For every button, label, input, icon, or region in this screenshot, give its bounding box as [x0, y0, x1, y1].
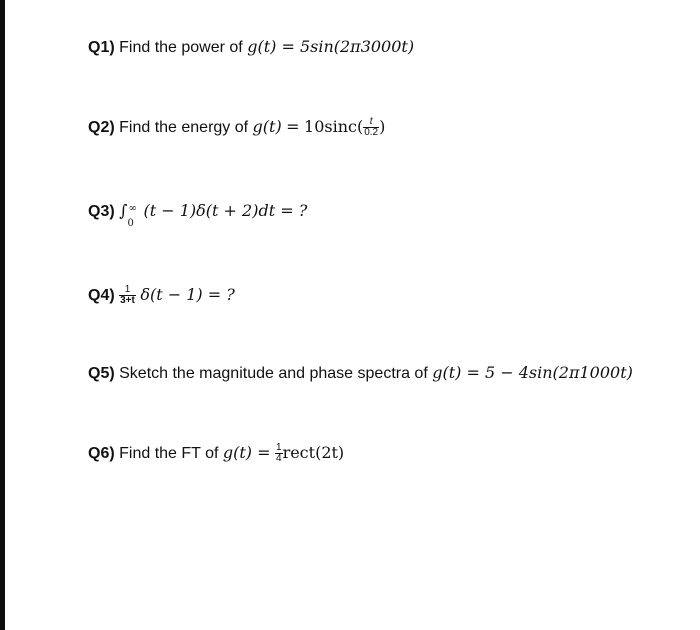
- question-5-label: Q5): [88, 365, 115, 382]
- question-1: [88, 36, 414, 59]
- question-4: [88, 284, 235, 307]
- question-2-close-paren: ): [379, 117, 386, 136]
- question-3-upper-limit: ∞: [128, 202, 137, 214]
- question-5-expression: g(t) = 5 − 4sin(2π1000t): [432, 363, 633, 382]
- question-2: [88, 116, 385, 139]
- question-2-function: 10sinc(: [304, 117, 364, 136]
- question-6-text: Find the FT of: [119, 445, 219, 462]
- question-2-label: Q2): [88, 119, 115, 136]
- question-6-fraction: [275, 443, 283, 464]
- question-6-lhs: g(t) =: [222, 443, 271, 462]
- question-6-function: rect(2t): [282, 443, 345, 462]
- question-6-fraction-denominator: 4: [276, 453, 282, 465]
- question-3-limits: [127, 201, 143, 229]
- question-1-text: Find the power of: [119, 39, 243, 56]
- question-6-label: Q6): [88, 445, 115, 462]
- question-3-integrand: (t − 1)δ(t + 2)dt = ?: [143, 201, 308, 220]
- question-1-expression: g(t) = 5sin(2π3000t): [247, 37, 415, 56]
- left-edge-bar: [0, 0, 5, 630]
- question-2-text: Find the energy of: [119, 119, 249, 136]
- question-4-fraction: [119, 285, 136, 306]
- question-5-text: Sketch the magnitude and phase spectra of: [119, 365, 428, 382]
- question-4-fraction-numerator: 1: [124, 284, 131, 296]
- question-3-label: Q3): [88, 203, 115, 220]
- question-2-fraction-numerator: t: [369, 116, 373, 128]
- question-5: [88, 362, 633, 385]
- question-2-fraction: [363, 117, 379, 138]
- question-3: [88, 200, 308, 229]
- question-4-label: Q4): [88, 287, 115, 304]
- question-4-fraction-denominator: 3+t: [120, 295, 135, 307]
- question-2-equals: =: [286, 117, 300, 136]
- question-4-expression: δ(t − 1) = ?: [140, 285, 235, 304]
- question-2-fraction-denominator: 0.2: [364, 127, 379, 139]
- question-2-lhs: g(t): [252, 117, 282, 136]
- question-6-fraction-numerator: 1: [276, 442, 282, 454]
- question-6: [88, 442, 344, 465]
- question-3-lower-limit: 0: [127, 217, 134, 229]
- question-1-label: Q1): [88, 39, 115, 56]
- question-3-integral-sign: ∫: [119, 201, 128, 220]
